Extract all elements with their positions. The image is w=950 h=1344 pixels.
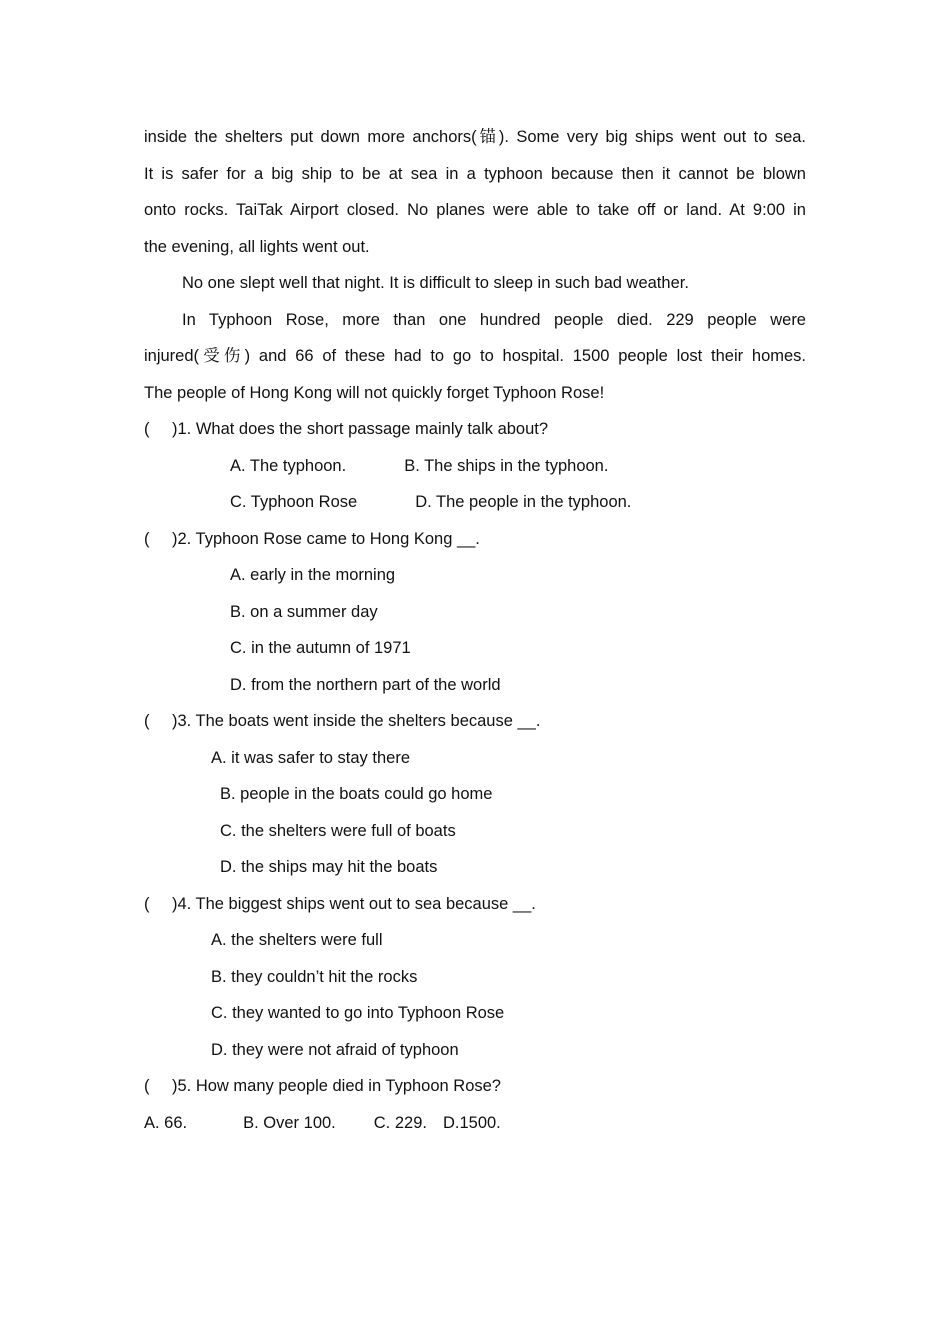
option: A. The typhoon. (230, 456, 347, 475)
question-stem (144, 1068, 806, 1105)
option: B. on a summer day (230, 602, 378, 621)
question-text: )4. The biggest ships went out to sea because __. (172, 894, 536, 913)
option: C. in the autumn of 1971 (230, 639, 411, 657)
question-stem (144, 886, 806, 923)
option: B. they couldn’t hit the rocks (211, 967, 418, 986)
passage-text: ) and 66 of these had to go to hospital. 1500 people lost their homes. (244, 347, 807, 365)
option: B. The ships in the typhoon. (404, 456, 609, 475)
question-text: )3. The boats went inside the shelters because __. (172, 712, 541, 730)
passage-text: inside the shelters put down more anchors( (144, 128, 477, 146)
passage-line: the evening, all lights went out. (144, 237, 370, 256)
passage-line: onto rocks. TaiTak Airport closed. No planes were able to take off or land. At 9:00 in (144, 201, 806, 219)
question-stem (144, 703, 806, 740)
option: A. 66. (144, 1113, 188, 1132)
passage-text: ). Some very big ships went out to sea. (498, 128, 807, 146)
option: C. the shelters were full of boats (220, 821, 456, 840)
passage-cjk-gloss: 受伤 (199, 346, 245, 365)
option: D. they were not afraid of typhoon (211, 1040, 459, 1059)
question-text: )2. Typhoon Rose came to Hong Kong __. (172, 529, 480, 548)
option: D. from the northern part of the world (230, 675, 501, 694)
option: A. early in the morning (230, 566, 396, 584)
answer-blank[interactable]: ( (144, 529, 150, 548)
answer-blank[interactable]: ( (144, 712, 150, 730)
passage-line: The people of Hong Kong will not quickly forget Typhoon Rose! (144, 383, 605, 402)
option: A. it was safer to stay there (211, 748, 410, 767)
answer-blank[interactable]: ( (144, 1077, 150, 1095)
passage-paragraph: No one slept well that night. It is difficult to sleep in such bad weather. (182, 274, 689, 292)
options-row (144, 1105, 806, 1142)
option: A. the shelters were full (211, 931, 383, 949)
document-body (144, 119, 806, 1141)
question-stem (144, 521, 806, 558)
answer-blank[interactable]: ( (144, 420, 150, 438)
option: D. The people in the typhoon. (415, 493, 632, 511)
option: B. people in the boats could go home (220, 785, 493, 803)
passage-line (144, 119, 806, 156)
passage-text: injured( (144, 347, 200, 365)
option: C. Typhoon Rose (230, 493, 358, 511)
answer-blank[interactable]: ( (144, 894, 150, 913)
question-text: )1. What does the short passage mainly talk about? (172, 420, 549, 438)
passage-cjk-gloss: 锚 (476, 127, 499, 146)
options-row (144, 448, 806, 485)
passage-line: In Typhoon Rose, more than one hundred people died. 229 people were (182, 310, 806, 329)
option: C. they wanted to go into Typhoon Rose (211, 1004, 505, 1022)
passage-line: It is safer for a big ship to be at sea in a typhoon because then it cannot be blown (144, 164, 806, 183)
options-row (144, 484, 806, 521)
option: C. 229. (373, 1113, 427, 1132)
question-stem (144, 411, 806, 448)
question-text: )5. How many people died in Typhoon Rose? (172, 1077, 501, 1095)
option: B. Over 100. (243, 1113, 336, 1132)
option: D.1500. (442, 1113, 501, 1132)
option: D. the ships may hit the boats (220, 858, 438, 876)
passage-line (144, 338, 806, 375)
